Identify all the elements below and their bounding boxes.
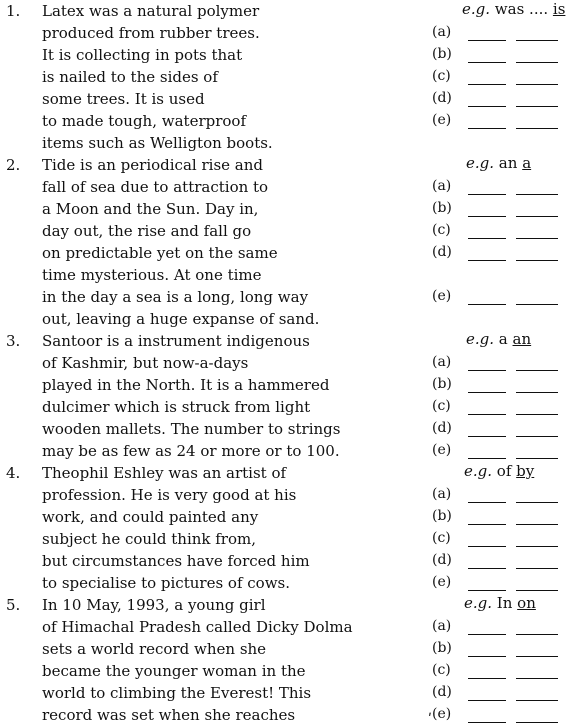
passage-line: profession. He is very good at his (42, 486, 297, 504)
passage-line: fall of sea due to attraction to (42, 178, 269, 196)
answer-blank-line[interactable] (516, 524, 558, 525)
answer-blank-line[interactable] (468, 216, 506, 217)
answer-label: (d) (432, 552, 452, 568)
answer-blank-line[interactable] (468, 700, 506, 701)
passage-line: out, leaving a huge expanse of sand. (42, 310, 320, 328)
answer-blank-line[interactable] (468, 40, 506, 41)
exercise-number: 1. (6, 2, 21, 20)
answer-blank-line[interactable] (516, 436, 558, 437)
passage-line: sets a world record when she (42, 640, 267, 658)
passage-line: dulcimer which is struck from light (42, 398, 311, 416)
passage-line: Santoor is a instrument indigenous (42, 332, 310, 350)
example-answer: e.g. In on (464, 594, 536, 612)
answer-blank-line[interactable] (468, 634, 506, 635)
answer-blank-line[interactable] (516, 414, 558, 415)
answer-blank-line[interactable] (516, 502, 558, 503)
answer-blank-line[interactable] (468, 546, 506, 547)
answer-blank-line[interactable] (468, 414, 506, 415)
exercise-number: 2. (6, 156, 21, 174)
passage-line: in the day a sea is a long, long way (42, 288, 309, 306)
answer-blank-line[interactable] (468, 436, 506, 437)
answer-blank-line[interactable] (516, 546, 558, 547)
passage-line: Tide is an periodical rise and (42, 156, 263, 174)
passage-line: but circumstances have forced him (42, 552, 310, 570)
passage-line: day out, the rise and fall go (42, 222, 252, 240)
answer-label: (b) (432, 200, 452, 216)
answer-blank-line[interactable] (468, 722, 506, 723)
answer-label: (a) (432, 486, 452, 502)
answer-blank-line[interactable] (468, 238, 506, 239)
answer-blank-line[interactable] (516, 194, 558, 195)
exercise-number: 4. (6, 464, 21, 482)
answer-blank-line[interactable] (516, 458, 558, 459)
passage-line: produced from rubber trees. (42, 24, 260, 42)
example-answer: e.g. a an (466, 330, 532, 348)
answer-label: (b) (432, 376, 452, 392)
passage-line: became the younger woman in the (42, 662, 306, 680)
answer-blank-line[interactable] (468, 304, 506, 305)
answer-label: (a) (432, 24, 452, 40)
answer-label: (d) (432, 420, 452, 436)
answer-blank-line[interactable] (516, 392, 558, 393)
passage-line: work, and could painted any (42, 508, 259, 526)
answer-label: (b) (432, 640, 452, 656)
passage-line: It is collecting in pots that (42, 46, 243, 64)
answer-blank-line[interactable] (516, 304, 558, 305)
passage-line: played in the North. It is a hammered (42, 376, 330, 394)
passage-line: to specialise to pictures of cows. (42, 574, 290, 592)
answer-blank-line[interactable] (468, 524, 506, 525)
passage-line: world to climbing the Everest! This (42, 684, 312, 702)
example-answer: e.g. was .... is (462, 0, 566, 18)
answer-blank-line[interactable] (516, 238, 558, 239)
answer-label: (b) (432, 508, 452, 524)
answer-blank-line[interactable] (468, 194, 506, 195)
answer-blank-line[interactable] (516, 700, 558, 701)
passage-line: may be as few as 24 or more or to 100. (42, 442, 340, 460)
answer-label: (b) (432, 46, 452, 62)
answer-label: (e) (432, 288, 452, 304)
answer-label: (e) (432, 442, 452, 458)
answer-label: (c) (432, 222, 451, 238)
passage-line: Latex was a natural polymer (42, 2, 260, 20)
answer-blank-line[interactable] (468, 84, 506, 85)
passage-line: record was set when she reaches (42, 706, 296, 724)
answer-blank-line[interactable] (468, 260, 506, 261)
passage-line: subject he could think from, (42, 530, 256, 548)
answer-blank-line[interactable] (516, 62, 558, 63)
answer-blank-line[interactable] (516, 260, 558, 261)
answer-blank-line[interactable] (468, 392, 506, 393)
passage-line: wooden mallets. The number to strings (42, 420, 341, 438)
passage-line: Theophil Eshley was an artist of (42, 464, 287, 482)
example-answer: e.g. of by (464, 462, 535, 480)
answer-label: (d) (432, 684, 452, 700)
answer-blank-line[interactable] (516, 634, 558, 635)
answer-blank-line[interactable] (516, 590, 558, 591)
answer-label: (c) (432, 662, 451, 678)
stray-mark: ʹ (428, 712, 432, 728)
passage-line: to made tough, waterproof (42, 112, 247, 130)
passage-line: a Moon and the Sun. Day in, (42, 200, 259, 218)
answer-label: (d) (432, 90, 452, 106)
answer-label: (d) (432, 244, 452, 260)
example-answer: e.g. an a (466, 154, 532, 172)
answer-blank-line[interactable] (516, 656, 558, 657)
passage-line: of Kashmir, but now-a-days (42, 354, 249, 372)
answer-blank-line[interactable] (516, 722, 558, 723)
passage-line: on predictable yet on the same (42, 244, 278, 262)
answer-label: (a) (432, 618, 452, 634)
answer-blank-line[interactable] (468, 656, 506, 657)
exercise-number: 3. (6, 332, 21, 350)
answer-label: (c) (432, 398, 451, 414)
answer-blank-line[interactable] (468, 106, 506, 107)
passage-line: of Himachal Pradesh called Dicky Dolma (42, 618, 353, 636)
answer-blank-line[interactable] (516, 84, 558, 85)
answer-blank-line[interactable] (468, 590, 506, 591)
answer-blank-line[interactable] (516, 106, 558, 107)
answer-blank-line[interactable] (468, 370, 506, 371)
answer-blank-line[interactable] (516, 568, 558, 569)
answer-blank-line[interactable] (516, 216, 558, 217)
answer-label: (c) (432, 68, 451, 84)
answer-blank-line[interactable] (516, 678, 558, 679)
passage-line: time mysterious. At one time (42, 266, 262, 284)
answer-blank-line[interactable] (516, 128, 558, 129)
answer-blank-line[interactable] (468, 502, 506, 503)
answer-blank-line[interactable] (468, 568, 506, 569)
answer-label: (e) (432, 574, 452, 590)
answer-label: (e) (432, 112, 452, 128)
answer-blank-line[interactable] (468, 678, 506, 679)
passage-line: some trees. It is used (42, 90, 205, 108)
answer-label: (e) (432, 706, 452, 722)
passage-line: In 10 May, 1993, a young girl (42, 596, 266, 614)
answer-label: (c) (432, 530, 451, 546)
answer-blank-line[interactable] (468, 458, 506, 459)
passage-line: items such as Welligton boots. (42, 134, 273, 152)
answer-label: (a) (432, 178, 452, 194)
answer-blank-line[interactable] (468, 62, 506, 63)
answer-label: (a) (432, 354, 452, 370)
answer-blank-line[interactable] (468, 128, 506, 129)
passage-line: is nailed to the sides of (42, 68, 218, 86)
exercise-number: 5. (6, 596, 21, 614)
answer-blank-line[interactable] (516, 40, 558, 41)
answer-blank-line[interactable] (516, 370, 558, 371)
